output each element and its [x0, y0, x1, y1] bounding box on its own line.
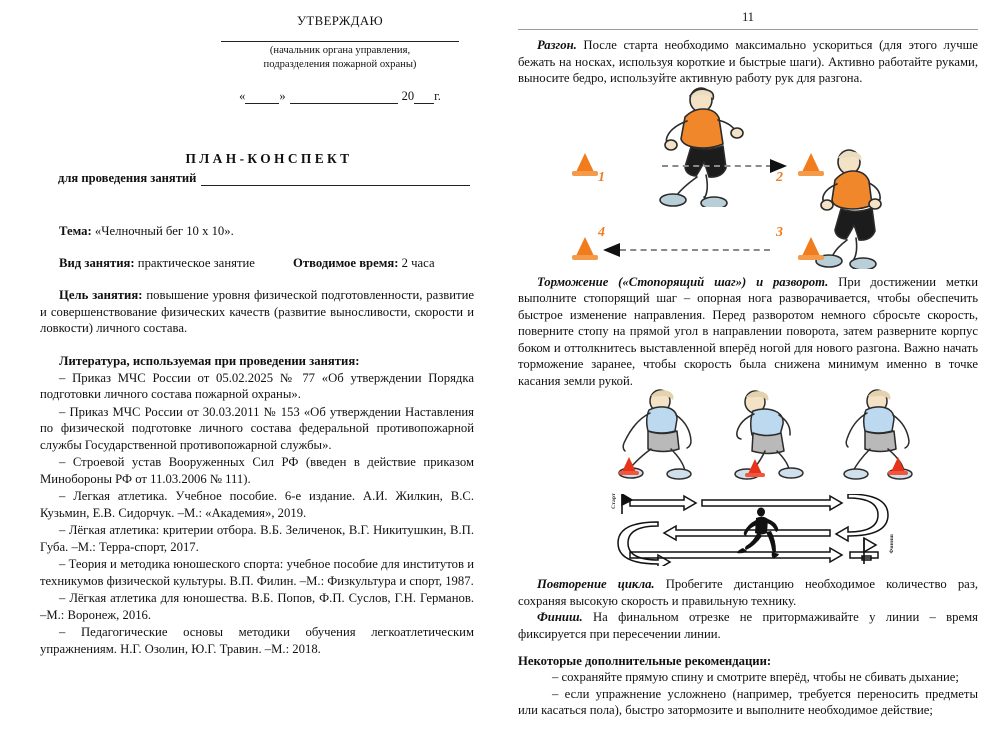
approval-date-line [215, 89, 465, 105]
recommendation-item: – сохраняйте прямую спину и смотрите вперёд, чтобы не сбивать дыхание; [552, 670, 959, 684]
cone-icon-2 [798, 153, 824, 176]
approval-title: УТВЕРЖДАЮ [296, 14, 384, 28]
povtorenie-paragraph [518, 576, 978, 609]
literature-item: – Теория и методика юношеского спорта: учебное пособие для институтов и техникумов физической культуры. В.П. Филин. –М.: Физкультура и спорт, 1987. [40, 557, 474, 588]
goal-value: повышение уровня физической подготовленности, развитие и совершенствование физических качеств (развитие выносливости, скорости и ловкости) личного состава. [40, 288, 475, 336]
header-divider [518, 29, 978, 30]
literature-item: – Приказ МЧС России от 30.03.2011 № 153 «Об утверждении Наставления по физической подготовке личного состава федеральной противопожарной службы Государственной противопожарной службы». [40, 404, 474, 452]
recommendation-item: – если упражнение усложнено (например, требуется переносить предметы или касаться пола), быстро затормозите и выполните необходимое действие; [518, 686, 978, 717]
direction-line-forward [662, 165, 772, 167]
page-title: ПЛАН-КОНСПЕКТ [185, 151, 353, 167]
cone-number-1: 1 [598, 169, 605, 185]
razgon-body: После старта необходимо максимально ускориться (для этого лучше бежать на носках, используя короткие и быстрые шаги). Активно работайте руками, выносите бедро, используйте активную работу рук для разгона. [518, 38, 979, 85]
razgon-heading: Разгон. [537, 38, 577, 52]
plan-title-block [40, 151, 474, 186]
theme-value: «Челночный бег 10 х 10». [94, 224, 234, 239]
shuttle-track-svg [616, 494, 891, 566]
lesson-meta-row [40, 256, 474, 271]
time-label: Отводимое время: [293, 256, 399, 271]
lesson-type-label: Вид занятия: [59, 256, 135, 271]
literature-list [40, 370, 474, 658]
literature-item: – Лёгкая атлетика: критерии отбора. В.Б. Зеличенок, В.Г. Никитушкин, В.П. Губа. –М.: Терра-спорт, 2017. [40, 523, 474, 554]
quote-close: » [279, 88, 286, 103]
plan-subtitle-blank [201, 173, 470, 186]
literature-item: – Легкая атлетика. Учебное пособие. 6-е издание. А.И. Жилкин, В.С. Кузьмин, Е.В. Сидорчук. –М.: «Академия», 2019. [40, 489, 474, 520]
lesson-type-cell [40, 256, 293, 271]
goal-paragraph [40, 287, 474, 337]
figure-acceleration-diagram [570, 87, 970, 265]
runner-silhouette [737, 508, 779, 559]
lesson-type-value: практическое занятие [137, 256, 255, 271]
recommendations-heading: Некоторые дополнительные рекомендации: [518, 654, 772, 668]
approval-subtitle-line1: (начальник органа управления, [269, 44, 411, 56]
literature-item: – Лёгкая атлетика для юношества. В.Б. Попов, Ф.П. Суслов, Г.Н. Германов. –М.: Воронеж, 2016. [40, 591, 474, 622]
quote-open: « [239, 88, 246, 103]
year-blank [414, 92, 434, 104]
repeat-finish-section [518, 576, 978, 642]
cone-number-3: 3 [776, 224, 783, 240]
figure-shuttle-track [611, 493, 895, 566]
razgon-section [518, 37, 978, 87]
right-column [500, 0, 1000, 719]
arrow-right-icon [770, 159, 787, 173]
literature-item: – Строевой устав Вооруженных Сил РФ (введен в действие приказом Минобороны РФ от 11.03.2006 № 111). [40, 455, 474, 486]
literature-item: – Педагогические основы методики обучения легкоатлетическим упражнениям. Н.Г. Озолин, Ю.Г. Травин. –М.: 2018. [40, 625, 474, 656]
cone-icon-4 [572, 237, 598, 260]
plan-subtitle: для проведения занятий [58, 171, 197, 186]
theme-label: Тема: [59, 224, 92, 239]
plan-subtitle-row [40, 171, 474, 186]
cone-icon-brake-2 [745, 459, 765, 477]
finish-label: Финиш [889, 534, 895, 554]
arrow-left-icon [603, 243, 620, 257]
povtorenie-heading: Повторение цикла. [537, 577, 655, 591]
povtorenie-body: Пробегите дистанцию необходимое количество раз, сохраняя высокую скорость и правильную технику. [518, 577, 979, 608]
figure-braking-diagram [613, 389, 943, 485]
cone-icon-3 [798, 237, 824, 260]
tormozhenie-heading: Торможение («Стопорящий шаг») и разворот. [537, 274, 829, 289]
month-blank [290, 92, 398, 104]
year-suffix: г. [434, 88, 441, 103]
direction-line-backward [620, 249, 770, 251]
theme-row [40, 224, 474, 239]
time-value: 2 часа [401, 256, 435, 271]
recommendations-list [518, 669, 978, 719]
day-blank [245, 92, 279, 104]
approval-rule [221, 41, 459, 42]
literature-item: – Приказ МЧС России от 05.02.2025 № 77 «Об утверждении Порядка подготовки личного состава пожарной охраны». [40, 370, 474, 402]
literature-heading: Литература, используемая при проведении занятия: [59, 353, 360, 368]
finish-paragraph [518, 609, 978, 642]
start-label: Старт [611, 493, 617, 509]
goal-label: Цель занятия: [59, 288, 143, 303]
cone-number-4: 4 [598, 224, 605, 240]
runner-figure-orange-top [630, 87, 760, 207]
finish-body: На финальном отрезке не притормаживайте у линии – время фиксируется при пересечении линии. [518, 610, 978, 641]
finish-heading: Финиш. [537, 610, 583, 624]
cone-number-2: 2 [776, 169, 783, 185]
page-number: 11 [742, 10, 754, 24]
tormozhenie-body: При достижении метки выполните стопорящий шаг – опорная нога разворачивается, чтобы обеспечить быстрое изменение направления. Перед разворотом немного сбросьте скорость, поверните стопу на прямой угол в направлении поворота, затем разверните корпус боком и оттолкнитесь выставленной вперёд ногой для нового разгона. Важно начать торможение заранее, чтобы скорость была снижена минимум именно в точке касания земли рукой. [518, 274, 979, 388]
tormozhenie-paragraph [518, 274, 978, 390]
cone-icon-1 [572, 153, 598, 176]
approval-subtitle-line2: подразделения пожарной охраны) [263, 58, 417, 70]
approval-block [215, 14, 465, 104]
left-column [0, 0, 500, 657]
runner-figure-brake-2 [721, 389, 821, 481]
cone-icon-brake-1 [619, 457, 639, 475]
year-prefix: 20 [401, 88, 415, 103]
cone-icon-brake-3 [888, 457, 908, 475]
lesson-time-cell [293, 256, 435, 271]
tormozhenie-section [518, 274, 978, 390]
runner-figure-brake-3 [828, 389, 928, 481]
razgon-paragraph [518, 37, 978, 87]
